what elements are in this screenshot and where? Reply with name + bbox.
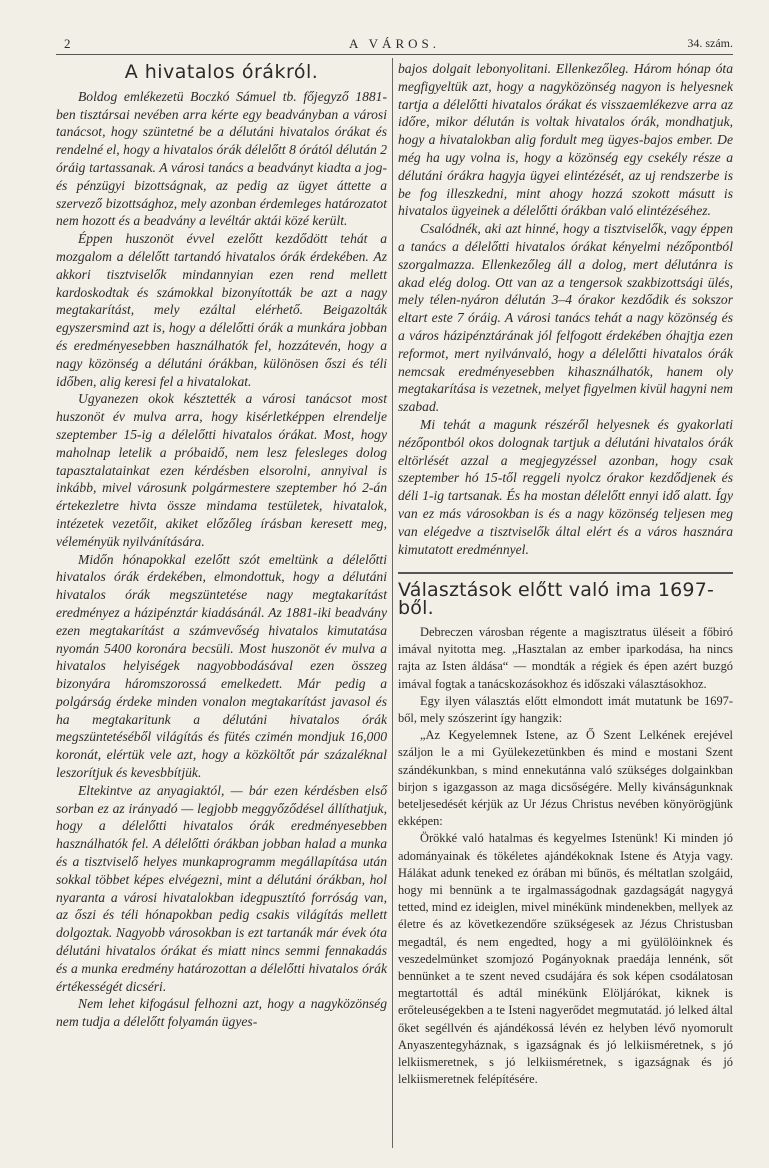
right-column (398, 60, 733, 1088)
masthead: A VÁROS. (348, 36, 440, 51)
header-rule (56, 54, 733, 55)
article-paragraph: Ugyanezen okok késztették a városi tanácsot most huszonöt év mulva arra, hogy kisérletképpen elrendelje szeptember 15-ig a délelőtti hivatalos órákat. Most, hogy maholnap letelik a próbaidő, nem lesz felesleges dolog tapasztalatainkat ezen kérdésben elsorolni, annyival is inkább, mivel városunk polgármestere szeptember hó 2-án értekezletre hivta össze mindama testületek, hivatalok, intézetek vezetőit, akiket előzőleg írásban keresett meg, véleményük nyilvánítására. (56, 391, 387, 549)
article-paragraph: Örökké való hatalmas és kegyelmes Istenünk! Ki minden jó adományainak és tökéletes ajándékoknak Istene és Atyja vagy. Hálákat adunk teneked ez órában mi bűnös, és méltatlan szolgáid, hogy mi bennünk a te irgalmasságodnak gazdagságát nagygyá tetted, mind ez ideiglen, mivel minékünk mindenekben, mellyek az életre és az következendőre szükségesek az Jézus Christusban megadtál, és nem engedted, hogy a mi gyülölöinknek és veszedelmünket szomjozó Pogányoknak praedája lennénk, sőt bennünket a te szent neved csudájára és sok képen csodálatosan megtartottál és adtál minékünk Elöljárókat, kiknek is erőteleuségekben a te Isteni nagyerődet megmutatád. jó lelked által őket segéllvén és ajándékossá lévén ez helyben lévő nyomorult Anyaszentegyháznak, s igazságnak és jó lelkiisméretnek, s jó lelkiismeretnek, s jó lelkiisméretnek, s igazságnak és jó lelkiismeretnek felépítésére. (398, 831, 733, 1087)
column-separator (392, 58, 393, 1148)
article-paragraph: „Az Kegyelemnek Istene, az Ő Szent Lelkének erejével száljon le a mi Gyülekezetünkben és mind e mostani Szent szándékunkban, s mind ennekutánna való szükséges dolgainkban birjon s igazgasson az maga dicsőségére. Melly kivánságunknak beteljesedését kérjük az Ur Jézus Christus nevében könyörögjünk ekképen: (398, 728, 733, 829)
article-paragraph: Éppen huszonöt évvel ezelőtt kezdődött tehát a mozgalom a délelőtt tartandó hivatalos órák érdekében. Az akkori tisztviselők mindannyian ezen rend mellett kardoskodtak és számokkal bizonyították be azt a nagy megtakarítást, mely ezáltal elérhető. Beigazolták egyszersmind azt is, hogy a délelőtti órák a munkára jobban és eredményesebben használhatók fel, hozzátevén, hogy a nagy közönség a délutáni órákban, különösen őszi és téli időben, alig keresi fel a hivatalokat. (56, 231, 387, 389)
article-paragraph: Nem lehet kifogásul felhozni azt, hogy a nagyközönség nem tudja a délelőtt folyamán ügyes- (56, 996, 387, 1030)
article-paragraph: Debreczen városban régente a magisztratus üléseit a főbiró imával nyitotta meg. „Hasztalan az ember iparkodása, ha nincs rajta az Isten áldása“ — mondták a régiek és épen azért buzgó imával fogtak a tanácskozásokhoz és időszaki választásokhoz. (398, 624, 733, 691)
page-header (56, 36, 733, 54)
article-paragraph: Mi tehát a magunk részéről helyesnek és gyakorlati nézőpontból okos dolognak tartjuk a délutáni hivatalos órák eltörlését azzal a megjegyzéssel azonban, hogy csak szeptember hó 15-től reggeli nyolcz órakor kezdődjenek és déli 1-ig tartsanak. És ha mostan délelőtt ennyi idő alatt. Így van ez más városokban is és a nagy közönség teljesen meg van elégedve a tisztviselők által elért és a város hasznára kimutatott eredménnyel. (398, 416, 733, 557)
article-paragraph: Csalódnék, aki azt hinné, hogy a tisztviselők, vagy éppen a tanács a délelőtti hivatalos órákat kényelmi nézőpontból szorgalmazza. Ellenkezőleg áll a dolog, mert délutánra is akad elég dolog. Ott van az a tengersok szakbizottsági ülés, mely télen-nyáron délután 3–4 órakor kezdődik és sokszor eltart este 7 óráig. A városi tanács tehát a nagy közönség és a város házipénztárának jól felfogott érdekében óhajtja ezen reformot, mert nyilvánvaló, hogy a délelőtti hivatalos órák nemcsak eredményesebben kihasználhatók, hanem oly megtakarítása is vezetnek, melyet figyelmen kivül hagyni nem szabad. (398, 221, 733, 415)
article-paragraph: Boldog emlékezetü Boczkó Sámuel tb. főjegyző 1881-ben tisztársai nevében arra kérte egy beadványban a városi tanácsot, hogy szüntetné be a délutáni hivatalos órákat és rendelné el, hogy a hivatalos órák délelőtt 8 órától délután 2 óráig tartassanak. A városi tanács a beadványt kiadta a jog- és pénzügyi bizottságnak, az pedig az ügyet áttette a szervező bizottsághoz, mely azonban érdemleges határozatot nem hozott és a beadvány a levéltár aktái közé került. (56, 88, 387, 229)
article-title: Választások előtt való ima 1697-ből. (398, 579, 715, 620)
page-number: 2 (64, 36, 71, 51)
article-title: A hivatalos órákról. (124, 61, 319, 83)
article-paragraph: Midőn hónapokkal ezelőtt szót emeltünk a délelőtti hivatalos órák érdekében, elmondottuk, hogy a délutáni hivatalos órák megszüntetése nagy megtakarítást eredményez a házipénztár kiadásánál. Az 1881-iki beadvány ezen megtakarítást a számvevőség hivatalos kimutatása nyomán 5400 koronára becsüli. Most huszonöt év mulva a hivatalos helyiségek nagyobbodásával ezen összeg bizonyára háromszorossá emelkedett. Már pedig a polgárság érdeke minden vonalon megtakarítást javasol és ha megtakaritunk a délutáni hivatalos órák megszüntetéséből világítás és fütés czimén mondjuk 16,000 koronát, elértük vele azt, hogy a közköltőt pár százaléknal leszorítjuk és kevesbbítjük. (56, 551, 387, 781)
article-divider (398, 572, 733, 574)
article-paragraph: Eltekintve az anyagiaktól, — bár ezen kérdésben első sorban ez az irányadó — legjobb meggyőződésel állíthatjuk, hogy a délelőtti hivatalos órák eredményesebben használhatók fel. A délelőtti órákban jobban halad a munka és a tisztviselő helyes munkaprogramm megállapítása után sokkal többet képes elvégezni, mint a délutáni órákban, hol nyaranta a városi hivatalokban idegpusztító forróság van, az őszi és téli hónapokban pedig csakis világítás mellett dolgoztak. Nagyobb városokban is ezt tartanák már évek óta délutáni hivatalos órákat és miatt nincs semmi fennakadás és a munka eredmény határozottan a délelőtti hivatalos órák értékességét dicséri. (56, 782, 387, 994)
prayer-article (398, 624, 733, 1088)
article-paragraph: bajos dolgait lebonyolitani. Ellenkezőleg. Három hónap óta megfigyeltük azt, hogy a nagyközönség nagyon is helyesnek tartja a délelőtti hivatalos órákat és visszaemlékezve arra az időre, mikor délután is voltak hivatalos órák, mondhatjuk, hogy a hivatalokban alig fordult meg ügyes-bajos ember. De még ha ugy volna is, hogy a közönség egy csekély része a délutáni órákra hagyja ügyei elintézését, az uj rendszerbe is be fog illeszkedni, mint ahogy hozzá szokott másutt is hivatalos ügyeinek a délelőtti órákban való elintézéséhez. (398, 61, 733, 219)
article-paragraph: Egy ilyen választás előtt elmondott imát mutatunk be 1697-ből, mely szószerint így hangzik: (398, 693, 733, 725)
issue-number: 34. szám. (687, 36, 733, 50)
left-column (56, 60, 387, 1031)
